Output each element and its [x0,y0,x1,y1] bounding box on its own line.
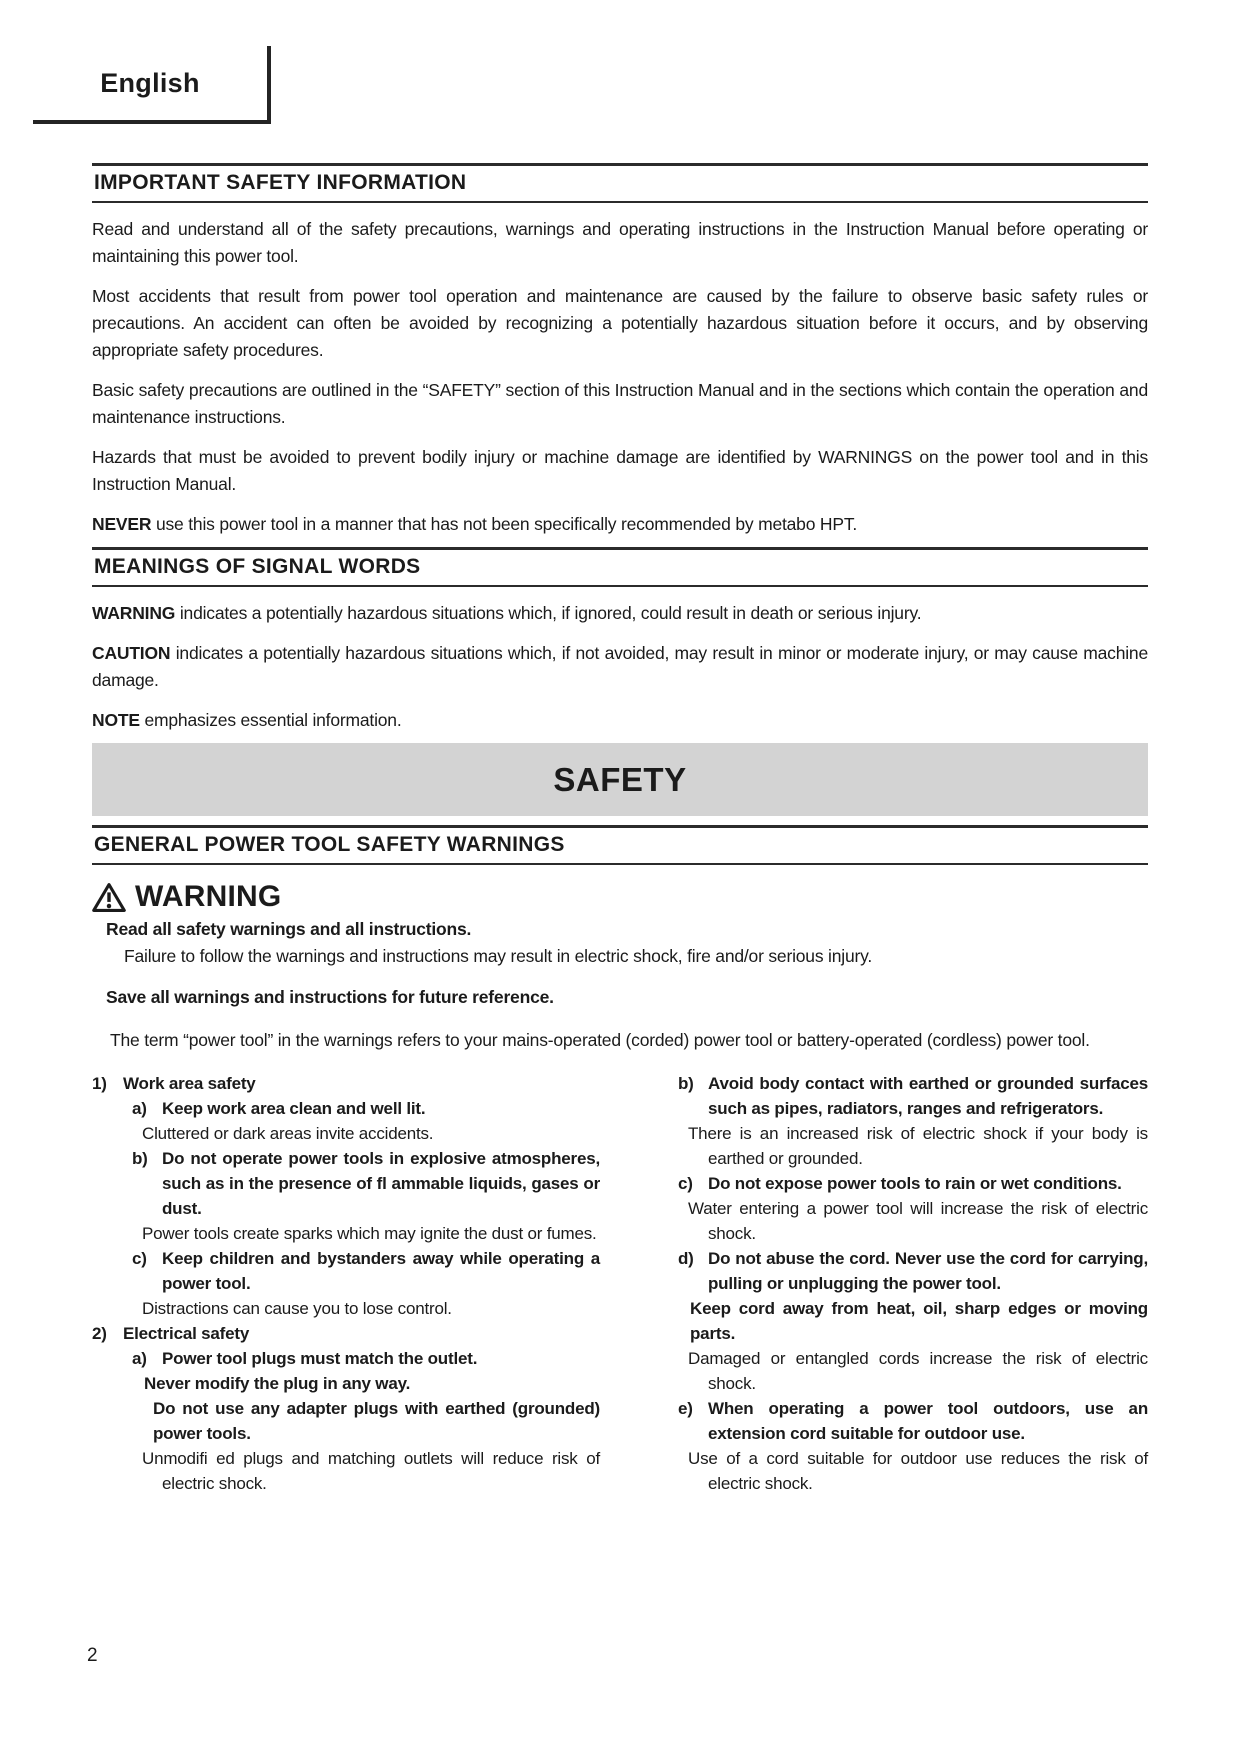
warning-title: WARNING [135,880,282,913]
list-item [132,1146,600,1246]
item-body: Unmodifi ed plugs and matching outlets will reduce risk of electric shock. [142,1449,600,1493]
paragraph-text: use this power tool in a manner that has not been specifically recommended by metabo HPT. [155,514,858,534]
item-body: Distractions can cause you to lose control. [142,1299,452,1318]
warning-text-line: Failure to follow the warnings and instructions may result in electric shock, fire and/or serious injury. [124,946,873,966]
item-title: Keep work area clean and well lit. [162,1099,426,1118]
paragraph-text: indicates a potentially hazardous situations which, if not avoided, may result in minor or moderate injury, or may cause machine damage. [92,643,1148,690]
item-body: There is an increased risk of electric shock if your body is earthed or grounded. [688,1124,1148,1168]
page-number: 2 [87,1645,98,1666]
item-title: Power tool plugs must match the outlet. [162,1349,478,1368]
safety-banner-title: SAFETY [553,760,687,798]
paragraph-caution-definition [92,640,1148,694]
item-letter: c) [678,1174,693,1193]
section-items [640,1071,1148,1496]
list-item [678,1171,1148,1246]
paragraph-warning-definition [92,600,1148,627]
signal-word-never: NEVER [92,514,152,534]
item-title: Do not expose power tools to rain or wet conditions. [708,1174,1122,1193]
signal-word-warning: WARNING [92,603,176,623]
signal-word-caution: CAUTION [92,643,171,663]
section-items [92,1346,600,1496]
signal-word-note: NOTE [92,710,140,730]
item-title: Do not use any adapter plugs with earthed (grounded) power tools. [153,1399,600,1443]
item-letter: d) [678,1249,694,1268]
item-title: Keep cord away from heat, oil, sharp edges or moving parts. [690,1299,1148,1343]
item-title: Do not abuse the cord. Never use the cord for carrying, pulling or unplugging the power tool. [708,1249,1148,1293]
warning-term-paragraph: The term “power tool” in the warnings refers to your mains-operated (corded) power tool or battery-operated (cordless) power tool. [110,1030,1090,1050]
section-number: 2) [92,1324,107,1343]
item-body: Power tools create sparks which may ignite the dust or fumes. [142,1224,597,1243]
item-title: Keep children and bystanders away while operating a power tool. [162,1249,600,1293]
paragraph-note-definition [92,707,1148,734]
section-title: Electrical safety [123,1324,250,1343]
section-items [92,1096,600,1321]
item-letter: a) [132,1099,147,1118]
section-title: Work area safety [123,1074,256,1093]
list-item [132,1346,600,1496]
item-letter: b) [132,1149,148,1168]
paragraph: Hazards that must be avoided to prevent bodily injury or machine damage are identified by WARNINGS on the power tool and in this Instruction Manual. [92,447,1148,494]
item-body: Use of a cord suitable for outdoor use reduces the risk of electric shock. [688,1449,1148,1493]
numbered-section-heading [92,1071,600,1096]
right-column [640,1071,1148,1496]
list-item [678,1396,1148,1496]
item-title: Do not operate power tools in explosive atmospheres, such as in the presence of fl ammable liquids, gases or dust. [162,1149,600,1218]
two-column-list [92,1071,1148,1496]
list-item [132,1096,600,1146]
paragraph-text: indicates a potentially hazardous situations which, if ignored, could result in death or serious injury. [179,603,922,623]
language-label: English [100,67,200,98]
item-title: Never modify the plug in any way. [144,1374,411,1393]
item-body: Damaged or entangled cords increase the risk of electric shock. [688,1349,1148,1393]
page-content [92,0,1148,1496]
item-title: Avoid body contact with earthed or grounded surfaces such as pipes, radiators, ranges and refrigerators. [708,1074,1148,1118]
warning-header [92,880,1148,914]
section-number: 1) [92,1074,107,1093]
left-column [92,1071,600,1496]
paragraph: Read and understand all of the safety precautions, warnings and operating instructions in the Instruction Manual before operating or maintaining this power tool. [92,219,1148,266]
warning-bold-line: Save all warnings and instructions for future reference. [106,987,554,1007]
item-letter: c) [132,1249,147,1268]
item-letter: b) [678,1074,694,1093]
section-heading-signal-words: MEANINGS OF SIGNAL WORDS [92,547,1148,587]
paragraph: Basic safety precautions are outlined in the “SAFETY” section of this Instruction Manual and in the sections which contain the operation and maintenance instructions. [92,380,1148,427]
section-heading-important-safety: IMPORTANT SAFETY INFORMATION [92,163,1148,203]
item-title: When operating a power tool outdoors, use an extension cord suitable for outdoor use. [708,1399,1148,1443]
safety-banner [92,743,1148,816]
paragraph-never [92,511,1148,538]
item-body: Water entering a power tool will increase the risk of electric shock. [688,1199,1148,1243]
section-heading-general-warnings: GENERAL POWER TOOL SAFETY WARNINGS [92,825,1148,865]
item-letter: a) [132,1349,147,1368]
warning-bold-line: Read all safety warnings and all instructions. [106,919,472,939]
item-body: Cluttered or dark areas invite accidents. [142,1124,434,1143]
item-letter: e) [678,1399,693,1418]
list-item [678,1071,1148,1171]
paragraph-text: emphasizes essential information. [144,710,402,730]
paragraph: Most accidents that result from power tool operation and maintenance are caused by the failure to observe basic safety rules or precautions. An accident can often be avoided by recognizing a potentially hazardous situation before it occurs, and by observing appropriate safety procedures. [92,286,1148,360]
warning-triangle-icon [92,882,126,913]
list-item [678,1246,1148,1396]
numbered-section-heading [92,1321,600,1346]
list-item [132,1246,600,1321]
